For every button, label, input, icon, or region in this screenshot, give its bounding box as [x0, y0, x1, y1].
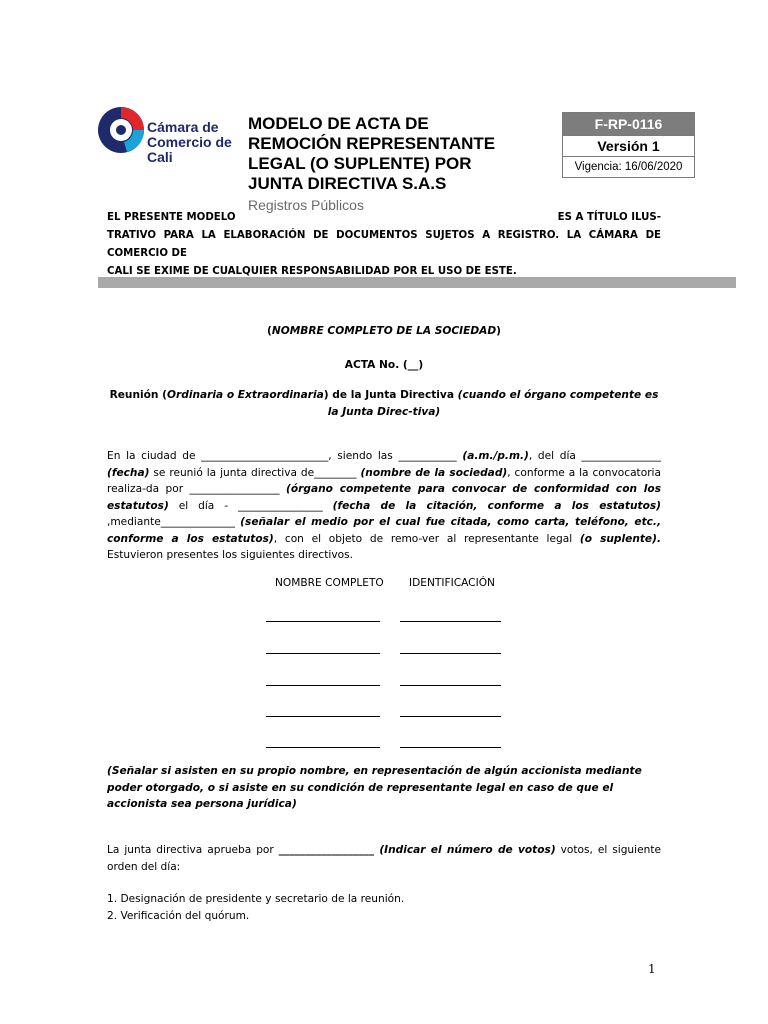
name-blank-line	[266, 685, 380, 686]
separator-bar	[98, 277, 736, 288]
acta-number: ACTA No. (__)	[344, 359, 424, 371]
column-header-name: NOMBRE COMPLETO	[275, 577, 384, 589]
agenda-item: 2. Verificación del quórum.	[107, 909, 250, 922]
agenda-item: 1. Designación de presidente y secretario de la reunión.	[107, 893, 405, 905]
disclaimer-line2: TRATIVO PARA LA ELABORACIÓN DE DOCUMENTOS SUJETOS A REGISTRO. LA CÁMARA DE COMERCIO DE	[107, 230, 661, 259]
id-blank-line	[400, 716, 501, 717]
document-subtitle: Registros Públicos	[248, 197, 364, 213]
meeting-type: Reunión (Ordinaria o Extraordinaria) de la Junta Directiva (cuando el órgano competente es la Junta Direc-tiva)	[109, 389, 659, 418]
attendance-note: (Señalar si asisten en su propio nombre, en representación de algún accionista mediante poder otorgado, o si asiste en su condición de representante legal en caso de que el accionista sea persona jurídica)	[107, 765, 642, 810]
name-blank-line	[266, 621, 380, 622]
logo-text: Cámara de Comercio de Cali	[147, 119, 232, 165]
name-blank-line	[266, 653, 380, 654]
id-blank-line	[400, 653, 501, 654]
id-blank-line	[400, 747, 501, 748]
votes-paragraph: La junta directiva aprueba por __________________ (Indicar el número de votos) votos, el siguiente orden del día:	[107, 844, 661, 873]
disclaimer	[107, 209, 661, 281]
id-blank-line	[400, 685, 501, 686]
column-header-id: IDENTIFICACIÓN	[409, 577, 495, 589]
meeting-paragraph: En la ciudad de ________________________, siendo las ___________ (a.m./p.m.), del día _______________ (fecha) se reunió la junta directiva de________ (nombre de la sociedad), conforme a la convocatoria realiza-da por _________________ (órgano competente para convocar de conformidad con los estatutos) el día - ________________ (fecha de la citación, conforme a los estatutos) ,mediante______________ (señalar el medio por el cual fue citada, como carta, teléfono, etc., conforme a los estatutos), con el objeto de remo-ver al representante legal (o suplente). Estuvieron presentes los siguientes directivos.	[107, 450, 661, 561]
disclaimer-line3: CALI SE EXIME DE CUALQUIER RESPONSABILIDAD POR EL USO DE ESTE.	[107, 266, 517, 277]
disclaimer-line1-right: ES A TÍTULO ILUS-	[557, 212, 661, 223]
vigencia-date: Vigencia: 16/06/2020	[563, 156, 694, 177]
document-code-box	[562, 112, 695, 178]
agenda-list	[107, 891, 661, 924]
page-number: 1	[648, 962, 656, 976]
company-name-placeholder: (NOMBRE COMPLETO DE LA SOCIEDAD)	[267, 325, 501, 337]
disclaimer-line1-left: EL PRESENTE MODELO	[107, 212, 236, 223]
name-blank-line	[266, 716, 380, 717]
id-blank-line	[400, 621, 501, 622]
form-code: F-RP-0116	[563, 113, 694, 135]
name-blank-line	[266, 747, 380, 748]
document-title: MODELO DE ACTA DE REMOCIÓN REPRESENTANTE LEGAL (O SUPLENTE) POR JUNTA DIRECTIVA S.A.S	[248, 114, 496, 193]
version-label: Versión 1	[563, 135, 694, 156]
